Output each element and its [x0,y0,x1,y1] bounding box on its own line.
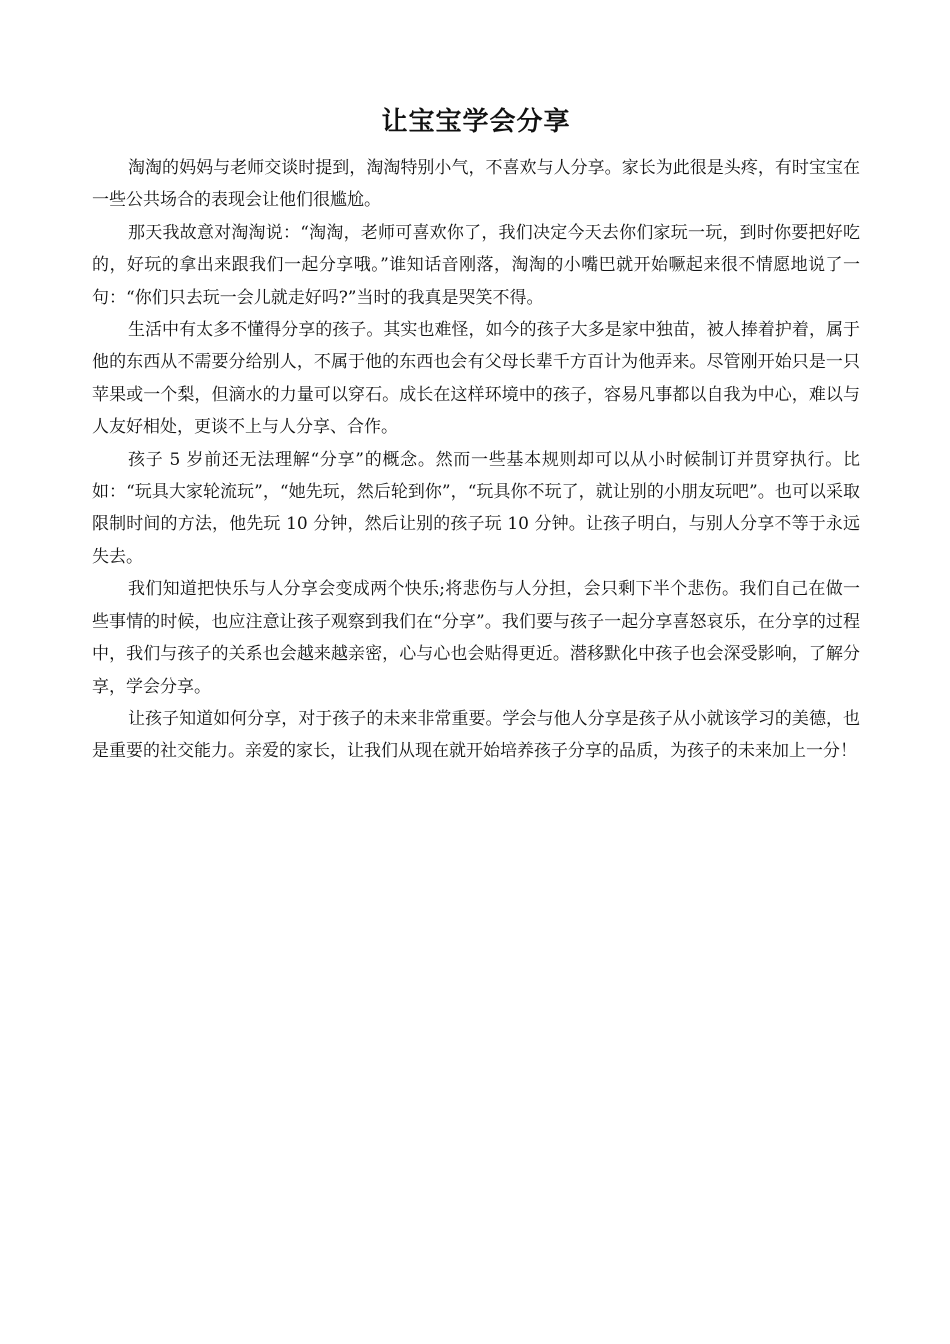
paragraph-2: 那天我故意对淘淘说：“淘淘，老师可喜欢你了，我们决定今天去你们家玩一玩，到时你要把好吃的，好玩的拿出来跟我们一起分享哦。”谁知话音刚落，淘淘的小嘴巴就开始噘起来很不情愿地说了一句：“你们只去玩一会儿就走好吗?”当时的我真是哭笑不得。 [92,222,860,308]
document-title: 让宝宝学会分享 [381,107,571,137]
paragraph-6: 让孩子知道如何分享，对于孩子的未来非常重要。学会与他人分享是孩子从小就该学习的美德，也是重要的社交能力。亲爱的家长，让我们从现在就开始培养孩子分享的品质，为孩子的未来加上一分！ [92,708,860,762]
paragraph-5: 我们知道把快乐与人分享会变成两个快乐;将悲伤与人分担，会只剩下半个悲伤。我们自己在做一些事情的时候，也应注意让孩子观察到我们在“分享”。我们要与孩子一起分享喜怒哀乐，在分享的过程中，我们与孩子的关系也会越来越亲密，心与心也会贴得更近。潜移默化中孩子也会深受影响，了解分享，学会分享。 [92,579,860,697]
paragraph-1: 淘淘的妈妈与老师交谈时提到，淘淘特别小气，不喜欢与人分享。家长为此很是头疼，有时宝宝在一些公共场合的表现会让他们很尴尬。 [92,158,860,211]
paragraph-3: 生活中有太多不懂得分享的孩子。其实也难怪，如今的孩子大多是家中独苗，被人捧着护着，属于他的东西从不需要分给别人，不属于他的东西也会有父母长辈千方百计为他弄来。尽管刚开始只是一只苹果或一个梨，但滴水的力量可以穿石。成长在这样环境中的孩子，容易凡事都以自我为中心，难以与人友好相处，更谈不上与人分享、合作。 [92,320,860,438]
paragraph-4: 孩子 5 岁前还无法理解“分享”的概念。然而一些基本规则却可以从小时候制订并贯穿执行。比如：“玩具大家轮流玩”，“她先玩，然后轮到你”，“玩具你不玩了，就让别的小朋友玩吧”。也可以采取限制时间的方法，他先玩 10 分钟，然后让别的孩子玩 10 分钟。让孩子明白，与别人分享不等于永远失去。 [92,449,860,567]
